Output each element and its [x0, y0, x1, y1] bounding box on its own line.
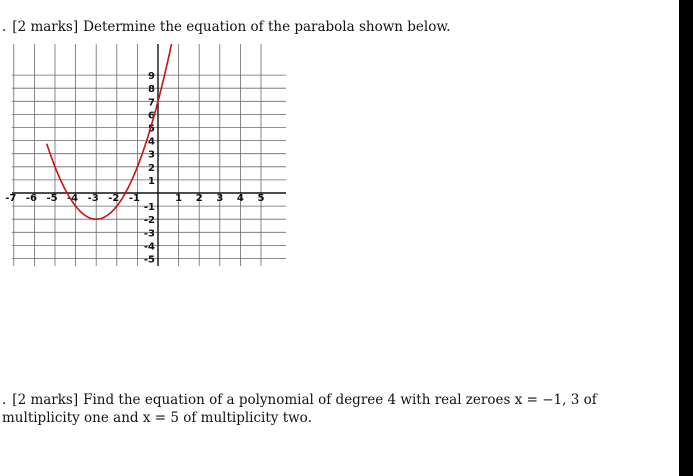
parabola-graph — [0, 38, 300, 270]
x-tick-label: 3 — [216, 193, 224, 204]
y-tick-label: -1 — [143, 202, 155, 214]
question-2 — [2, 391, 642, 427]
y-tick-label: 9 — [148, 71, 155, 83]
y-tick-label: 5 — [148, 123, 155, 135]
y-tick-label: 6 — [148, 110, 155, 122]
y-tick-label: -3 — [143, 228, 155, 240]
question-2-number: . — [2, 392, 7, 408]
y-tick-label: 2 — [148, 162, 155, 174]
x-tick-label: 5 — [257, 193, 265, 204]
y-tick-label: -5 — [143, 254, 155, 266]
question-1 — [2, 18, 451, 36]
question-2-marks: [2 marks] — [12, 392, 79, 408]
x-tick-label: 1 — [175, 193, 183, 204]
question-1-number: . — [2, 19, 7, 35]
x-tick-label: -6 — [25, 193, 37, 204]
x-tick-label: 2 — [195, 193, 203, 204]
axis-tick-labels — [5, 71, 264, 265]
y-tick-label: 8 — [148, 84, 155, 96]
y-tick-label: -4 — [143, 241, 155, 253]
y-tick-label: 3 — [148, 149, 155, 161]
x-tick-label: -5 — [46, 193, 58, 204]
y-tick-label: 1 — [148, 175, 155, 187]
y-tick-label: 4 — [148, 136, 155, 148]
x-tick-label: -4 — [67, 193, 79, 204]
y-tick-label: 7 — [148, 97, 155, 109]
x-tick-label: 4 — [236, 193, 244, 204]
y-tick-label: -2 — [143, 215, 155, 227]
x-tick-label: -1 — [128, 193, 140, 204]
question-1-text: Determine the equation of the parabola shown below. — [83, 19, 451, 35]
x-tick-label: -3 — [87, 193, 99, 204]
question-1-marks: [2 marks] — [12, 19, 79, 35]
x-tick-label: -7 — [5, 193, 17, 204]
question-2-text: Find the equation of a polynomial of degree 4 with real zeroes x = −1, 3 of multiplicity one and x = 5 of multiplicity two. — [2, 392, 597, 426]
x-tick-label: -2 — [108, 193, 120, 204]
